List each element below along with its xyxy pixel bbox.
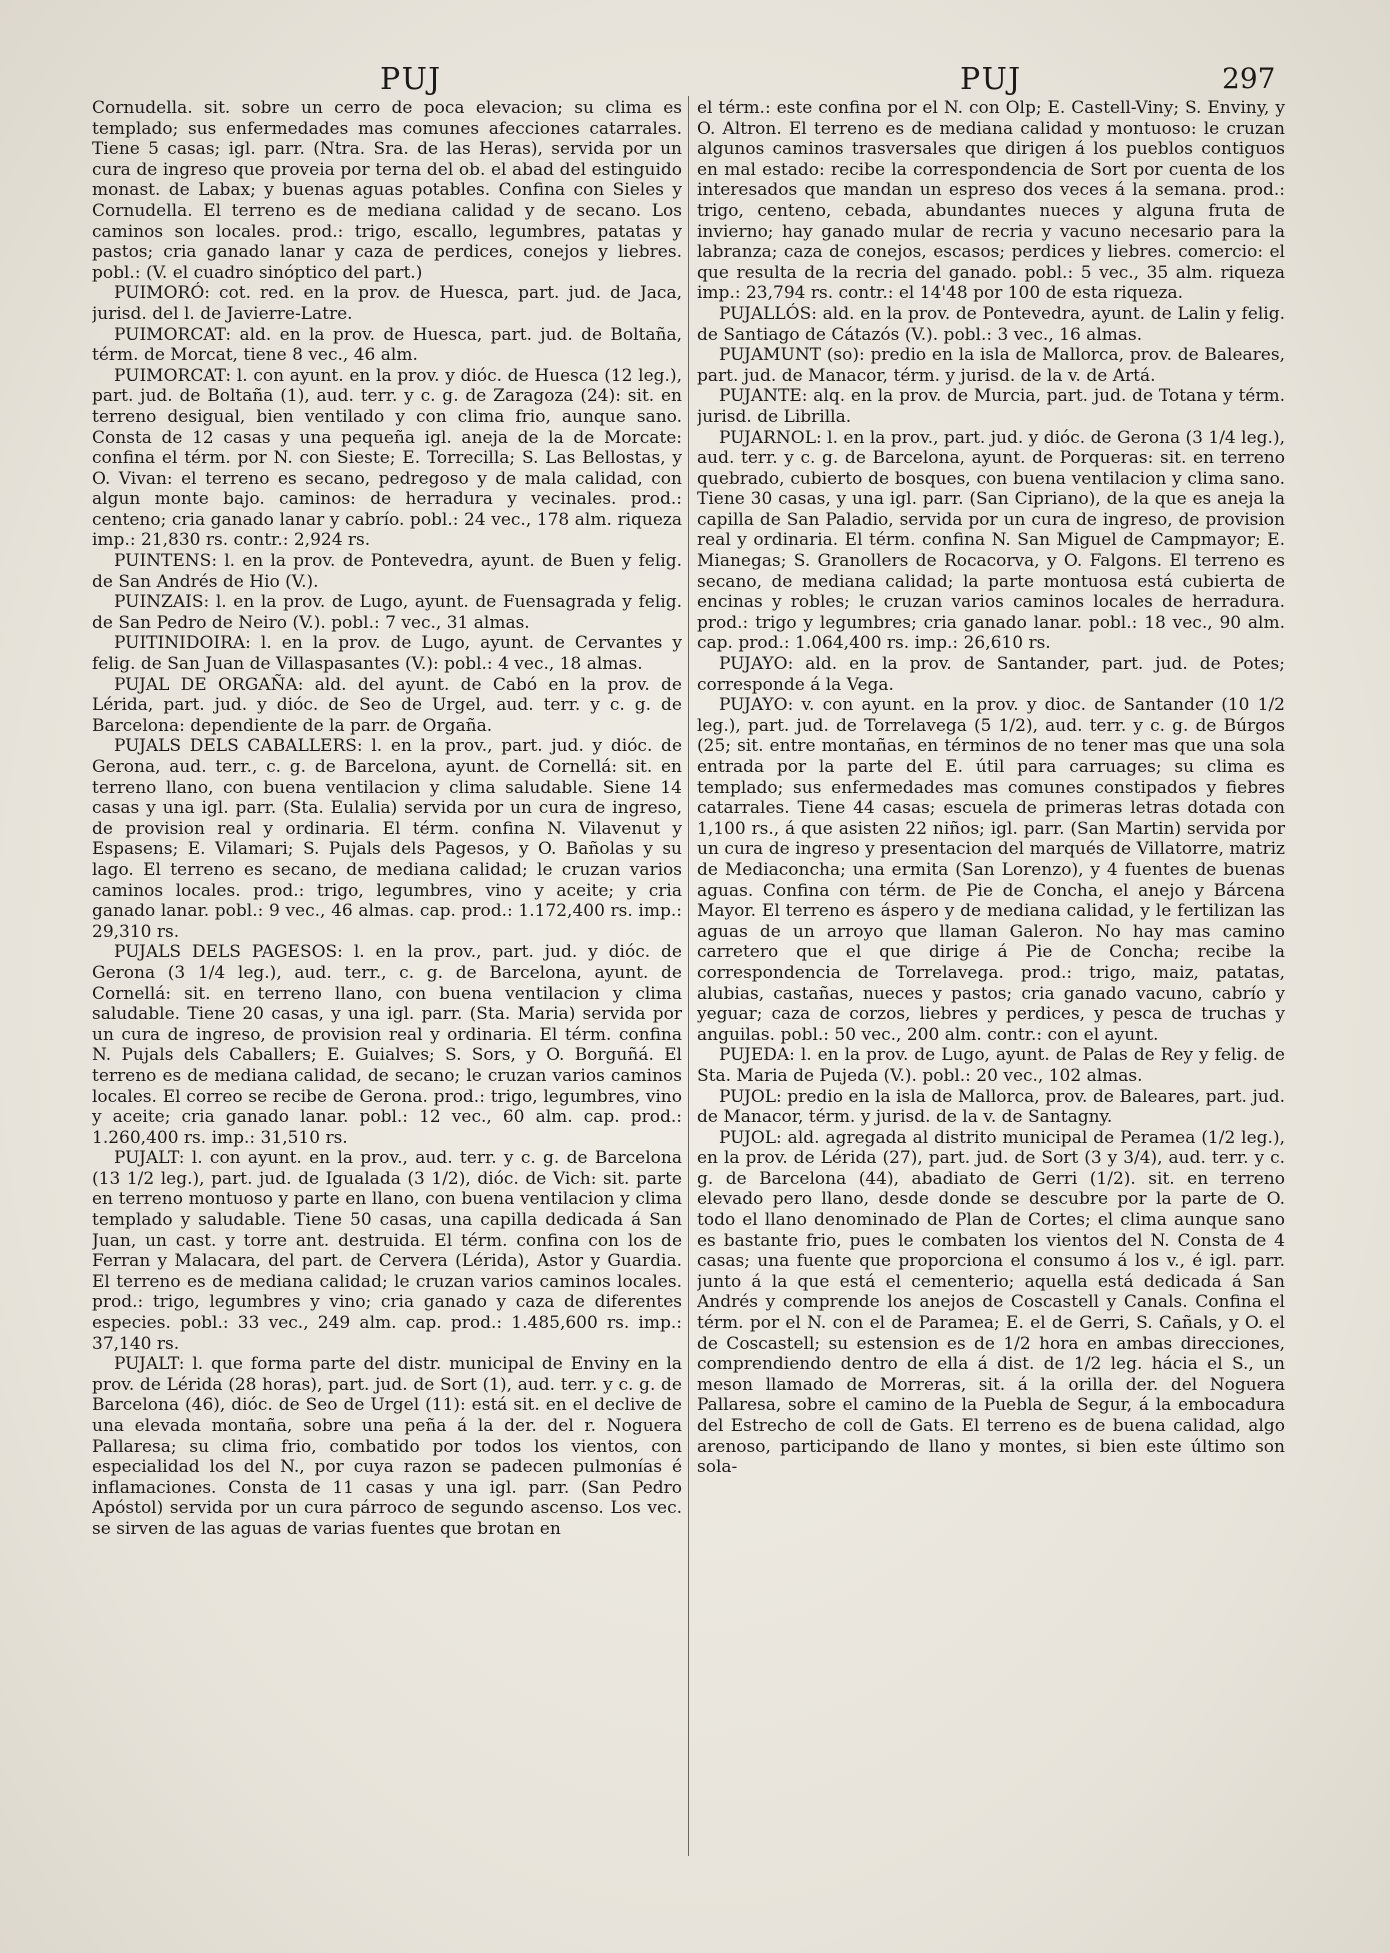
entry: PUJAYO: ald. en la prov. de Santander, part. jud. de Potes; corresponde á la Vega. — [697, 654, 1285, 695]
column-divider — [688, 96, 689, 1856]
entry: PUJALS DELS PAGESOS: l. en la prov., part. jud. y dióc. de Gerona (3 1/4 leg.), aud. terr., c. g. de Barcelona, ayunt. de Cornellá: sit. en terreno llano, con buena ventilacion y clima saludable. Tiene 20 casas, y una igl. parr. (Sta. Maria) servida por un cura de ingreso, de provision real y ordinaria. El térm. confina N. Pujals dels Caballers; E. Guialves; S. Sors, y O. Borguñá. El terreno es de mediana calidad, de secano; le cruzan varios caminos locales. El correo se recibe de Gerona. prod.: trigo, legumbres, vino y aceite; cria ganado lanar. pobl.: 12 vec., 60 alm. cap. prod.: 1.260,400 rs. imp.: 31,510 rs. — [92, 942, 682, 1148]
left-column — [92, 98, 682, 1938]
entry: PUJALT: l. con ayunt. en la prov., aud. terr. y c. g. de Barcelona (13 1/2 leg.), part. jud. de Igualada (3 1/2), dióc. de Vich: sit. parte en terreno montuoso y parte en llano, con buena ventilacion y clima templado y saludable. Tiene 50 casas, una capilla dedicada á San Juan, un cast. y torre ant. destruida. El térm. confina con los de Ferran y Malacara, del part. de Cervera (Lérida), Astor y Guardia. El terreno es de mediana calidad; le cruzan varios caminos locales. prod.: trigo, legumbres y vino; cria ganado y caza de diferentes especies. pobl.: 33 vec., 249 alm. cap. prod.: 1.485,600 rs. imp.: 37,140 rs. — [92, 1148, 682, 1354]
entry: PUJALS DELS CABALLERS: l. en la prov., part. jud. y dióc. de Gerona, aud. terr., c. g. de Barcelona, ayunt. de Cornellá: sit. en terreno llano, con buena ventilacion y clima saludable. Siene 14 casas y una igl. parr. (Sta. Eulalia) servida por un cura de ingreso, de provision real y ordinaria. El térm. confina N. Vilavenut y Espasens; E. Vilamari; S. Pujals dels Pagesos, y O. Bañolas y su lago. El terreno es secano, de mediana calidad; le cruzan varios caminos locales. prod.: trigo, legumbres, vino y aceite; y cria ganado lanar. pobl.: 9 vec., 46 almas. cap. prod.: 1.172,400 rs. imp.: 29,310 rs. — [92, 736, 682, 942]
entry: PUJOL: predio en la isla de Mallorca, prov. de Baleares, part. jud. de Manacor, térm. y jurisd. de la v. de Santagny. — [697, 1086, 1285, 1128]
entry: PUIMORCAT: ald. en la prov. de Huesca, part. jud. de Boltaña, térm. de Morcat, tiene 8 vec., 46 alm. — [92, 324, 682, 366]
entry: PUJALT: l. que forma parte del distr. municipal de Enviny en la prov. de Lérida (28 horas), part. jud. de Sort (1), aud. terr. y c. g. de Barcelona (46), dióc. de Seo de Urgel (11): está sit. en el declive de una elevada montaña, sobre una peña á la der. del r. Noguera Pallaresa; su clima frio, combatido por todos los vientos, con especialidad los del N., por cuya razon se padecen pulmonías é inflamaciones. Consta de 11 casas y una igl. parr. (San Pedro Apóstol) servida por un cura párroco de segundo ascenso. Los vec. se sirven de las aguas de varias fuentes que brotan en — [92, 1354, 682, 1539]
entry: PUIMORCAT: l. con ayunt. en la prov. y dióc. de Huesca (12 leg.), part. jud. de Boltaña (1), aud. terr. y c. g. de Zaragoza (24): sit. en terreno desigual, bien ventilado y con clima frio, aunque sano. Consta de 12 casas y una pequeña igl. aneja de la de Morcate: confina el térm. por N. con Sieste; E. Torrecilla; S. Las Bellostas, y O. Vivan: el terreno es secano, pedregoso y de mala calidad, con algun monte bajo. caminos: de herradura y vecinales. prod.: centeno; cria ganado lanar y cabrío. pobl.: 24 vec., 178 alm. riqueza imp.: 21,830 rs. contr.: 2,924 rs. — [92, 365, 682, 551]
entry: el térm.: este confina por el N. con Olp; E. Castell-Viny; S. Enviny, y O. Altron. El terreno es de mediana calidad y montuoso: le cruzan algunos caminos trasversales que dirigen á los pueblos contiguos en mal estado: recibe la correspondencia de Sort por cuenta de los interesados que mandan un espreso dos veces á la semana. prod.: trigo, centeno, cebada, abundantes nueces y alguna fruta de invierno; hay ganado mular de recria y vacuno necesario para la labranza; caza de conejos, escasos; perdices y liebres. comercio: el que resulta de la recria del ganado. pobl.: 5 vec., 35 alm. riqueza imp.: 23,794 rs. contr.: el 14'48 por 100 de esta riqueza. — [697, 98, 1285, 304]
entry: PUJEDA: l. en la prov. de Lugo, ayunt. de Palas de Rey y felig. de Sta. Maria de Pujeda (V.). pobl.: 20 vec., 102 almas. — [697, 1045, 1285, 1086]
entry: PUJANTE: alq. en la prov. de Murcia, part. jud. de Totana y térm. jurisd. de Librilla. — [697, 386, 1285, 427]
entry: PUJAYO: v. con ayunt. en la prov. y dioc. de Santander (10 1/2 leg.), part. jud. de Torrelavega (5 1/2), aud. terr. y c. g. de Búrgos (25; sit. entre montañas, en términos de no tener mas que una sola entrada por la parte del E. útil para carruages; su clima es templado; sus enfermedades mas comunes constipados y fiebres catarrales. Tiene 44 casas; escuela de primeras letras dotada con 1,100 rs., á que asisten 22 niños; igl. parr. (San Martin) servida por un cura de ingreso y presentacion del marqués de Villatorre, matriz de Mediaconcha; una ermita (San Lorenzo), y 4 fuentes de buenas aguas. Confina con térm. de Pie de Concha, el anejo y Bárcena Mayor. El terreno es áspero y de mediana calidad, y le fertilizan las aguas de un arroyo que llaman Galeron. No hay mas camino carretero que el que dirige á Pie de Concha; recibe la correspondencia de Torrelavega. prod.: trigo, maiz, patatas, alubias, castañas, nueces y pastos; cria ganado vacuno, cabrío y yeguar; caza de corzos, liebres y perdices, y pesca de truchas y anguilas. pobl.: 50 vec., 200 alm. contr.: con el ayunt. — [697, 695, 1285, 1045]
entry: PUJAMUNT (so): predio en la isla de Mallorca, prov. de Baleares, part. jud. de Manacor, térm. y jurisd. de la v. de Artá. — [697, 345, 1285, 386]
entry: PUJOL: ald. agregada al distrito municipal de Peramea (1/2 leg.), en la prov. de Lérida (27), part. jud. de Sort (3 y 3/4), aud. terr. y c. g. de Barcelona (44), abadiato de Gerri (1/2). sit. en terreno elevado pero llano, desde donde se descubre por la parte de O. todo el llano denominado de Plan de Cortes; el clima aunque sano es bastante frio, pues le combaten los vientos del N. Consta de 4 casas; una fuente que proporciona el consumo á los v., é igl. parr. junto á la que está el cementerio; aquella está dedicada á San Andrés y comprende los anejos de Coscastell y Canals. Confina el térm. por el N. con el de Paramea; E. el de Gerri, S. Cañals, y O. el de Coscastell; su estension es de 1/2 hora en ambas direcciones, comprendiendo dentro de ella á dist. de 1/2 leg. hácia el S., un meson llamado de Morreras, sit. á la orilla der. del Noguera Pallaresa, sobre el camino de la Puebla de Segur, á la embocadura del Estrecho de coll de Gats. El terreno es de buena calidad, algo arenoso, participando de llano y montes, si bien este último son sola- — [697, 1127, 1285, 1478]
right-running-head: PUJ — [960, 62, 1023, 97]
right-column — [697, 98, 1285, 1938]
entry: PUINZAIS: l. en la prov. de Lugo, ayunt. de Fuensagrada y felig. de San Pedro de Neiro (V.). pobl.: 7 vec., 31 almas. — [92, 592, 682, 633]
entry: PUJALLÓS: ald. en la prov. de Pontevedra, ayunt. de Lalin y felig. de Santiago de Cátazós (V.). pobl.: 3 vec., 16 almas. — [697, 303, 1285, 345]
entry: PUINTENS: l. en la prov. de Pontevedra, ayunt. de Buen y felig. de San Andrés de Hio (V.). — [92, 551, 682, 592]
entry: PUJARNOL: l. en la prov., part. jud. y dióc. de Gerona (3 1/4 leg.), aud. terr. y c. g. de Barcelona, ayunt. de Porqueras: sit. en terreno quebrado, cubierto de bosques, con buena ventilacion y clima sano. Tiene 30 casas, y una igl. parr. (San Cipriano), de la que es aneja la capilla de San Paladio, servida por un cura de ingreso, de provision real y ordinaria. El térm. confina N. San Miguel de Campmayor; E. Mianegas; S. Granollers de Rocacorva, y O. Falgons. El terreno es secano, de mediana calidad; la parte montuosa está cubierta de encinas y robles; le cruzan varios caminos locales de herradura. prod.: trigo y legumbres; cria ganado lanar. pobl.: 18 vec., 90 alm. cap. prod.: 1.064,400 rs. imp.: 26,610 rs. — [697, 427, 1285, 654]
left-running-head: PUJ — [380, 62, 443, 97]
entry: PUIMORÓ: cot. red. en la prov. de Huesca, part. jud. de Jaca, jurisd. del l. de Javierre-Latre. — [92, 283, 682, 324]
entry: PUJAL DE ORGAÑA: ald. del ayunt. de Cabó en la prov. de Lérida, part. jud. y dióc. de Seo de Urgel, aud. terr. y c. g. de Barcelona: dependiente de la parr. de Orgaña. — [92, 674, 682, 736]
page-number: 297 — [1222, 62, 1276, 95]
entry: PUITINIDOIRA: l. en la prov. de Lugo, ayunt. de Cervantes y felig. de San Juan de Villaspasantes (V.): pobl.: 4 vec., 18 almas. — [92, 633, 682, 675]
entry: Cornudella. sit. sobre un cerro de poca elevacion; su clima es templado; sus enfermedades mas comunes afecciones catarrales. Tiene 5 casas; igl. parr. (Ntra. Sra. de las Heras), servida por un cura de ingreso que proveia por terna del ob. el abad del estinguido monast. de Labax; y buenas aguas potables. Confina con Sieles y Cornudella. El terreno es de mediana calidad y de secano. Los caminos son locales. prod.: trigo, escallo, legumbres, patatas y pastos; cria ganado lanar y caza de perdices, conejos y liebres. pobl.: (V. el cuadro sinóptico del part.) — [92, 98, 682, 283]
